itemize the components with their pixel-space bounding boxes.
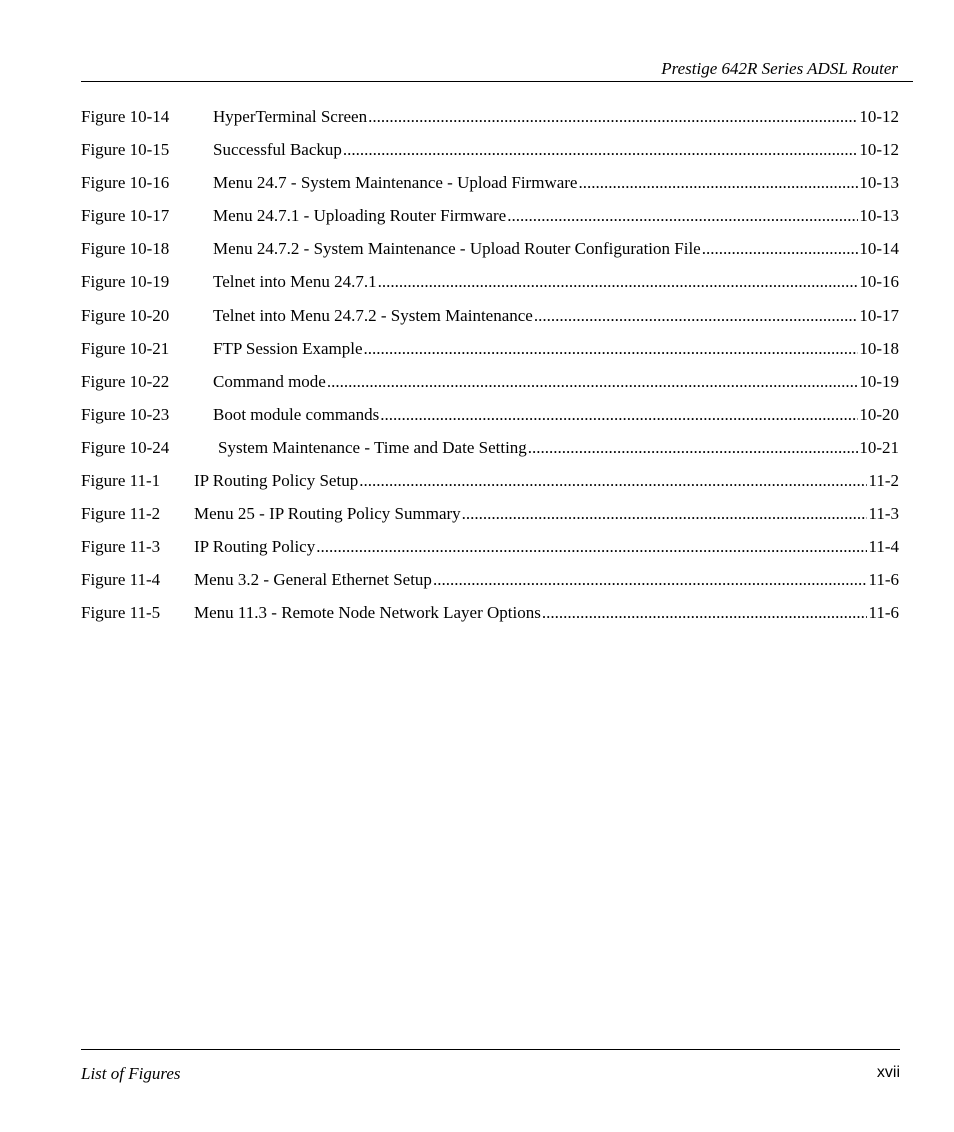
figure-title-line <box>213 106 899 128</box>
figure-title-line <box>213 305 899 327</box>
dot-leader <box>368 106 858 128</box>
dot-leader <box>378 271 859 293</box>
figure-page-number[interactable]: 10-12 <box>859 140 899 160</box>
figure-label: Figure 10-21 <box>81 338 170 358</box>
figure-title-line <box>213 238 899 260</box>
figure-page-number[interactable]: 10-20 <box>859 404 899 424</box>
figure-title[interactable]: System Maintenance - Time and Date Setting <box>218 437 527 457</box>
figure-label: Figure 10-16 <box>81 173 170 193</box>
toc-entry[interactable] <box>81 205 899 238</box>
figure-page-number[interactable]: 10-19 <box>859 371 899 391</box>
dot-leader <box>578 172 858 194</box>
figure-page-number[interactable]: 11-3 <box>868 504 899 524</box>
footer-divider <box>81 1049 900 1050</box>
figure-page-number[interactable]: 10-16 <box>859 272 899 292</box>
dot-leader <box>433 569 868 591</box>
page-header-title: Prestige 642R Series ADSL Router <box>661 59 898 78</box>
figure-label: Figure 10-14 <box>81 107 170 126</box>
figure-title[interactable]: Telnet into Menu 24.7.2 - System Maintenance <box>213 305 533 325</box>
figure-title-line <box>218 437 899 459</box>
figure-label: Figure 10-23 <box>81 404 170 424</box>
figure-title-line <box>194 470 899 492</box>
header-divider <box>81 81 913 82</box>
toc-entry[interactable] <box>81 172 899 205</box>
figure-page-number[interactable]: 10-18 <box>859 338 899 358</box>
figure-label: Figure 10-24 <box>81 437 170 457</box>
figure-title-line <box>213 271 899 293</box>
figure-page-number[interactable]: 11-2 <box>868 471 899 491</box>
dot-leader <box>702 238 859 260</box>
figure-page-number[interactable]: 10-13 <box>859 206 899 226</box>
figure-title-line <box>213 371 899 393</box>
figure-title-line <box>194 569 899 591</box>
figure-title[interactable]: HyperTerminal Screen <box>213 107 368 126</box>
figure-title-line <box>194 536 899 558</box>
dot-leader <box>380 404 858 426</box>
toc-entry[interactable] <box>81 503 899 536</box>
figure-title[interactable]: Menu 24.7.2 - System Maintenance - Upload Router Configuration File <box>213 239 701 259</box>
figure-title[interactable]: Command mode <box>213 371 326 391</box>
figure-title[interactable]: Menu 24.7 - System Maintenance - Upload Firmware <box>213 173 578 193</box>
toc-entry[interactable] <box>81 404 899 437</box>
dot-leader <box>364 338 859 360</box>
figure-title[interactable]: IP Routing Policy Setup <box>194 471 359 491</box>
figure-title-line <box>213 205 899 227</box>
toc-entry[interactable] <box>81 338 899 371</box>
dot-leader <box>343 139 858 161</box>
list-of-figures <box>81 106 899 636</box>
figure-page-number[interactable]: 10-13 <box>859 173 899 193</box>
toc-entry[interactable] <box>81 271 899 304</box>
figure-label: Figure 10-18 <box>81 239 170 259</box>
toc-entry[interactable] <box>81 602 899 635</box>
toc-entry[interactable] <box>81 569 899 602</box>
toc-entry[interactable] <box>81 305 899 338</box>
figure-title[interactable]: Menu 25 - IP Routing Policy Summary <box>194 504 461 524</box>
figure-title[interactable]: Menu 3.2 - General Ethernet Setup <box>194 570 432 590</box>
figure-page-number[interactable]: 11-4 <box>868 537 899 557</box>
figure-page-number[interactable]: 10-21 <box>859 437 899 457</box>
figure-label: Figure 11-5 <box>81 603 161 623</box>
figure-title[interactable]: FTP Session Example <box>213 338 363 358</box>
figure-label: Figure 10-17 <box>81 206 170 226</box>
figure-title[interactable]: Successful Backup <box>213 140 342 160</box>
figure-page-number[interactable]: 11-6 <box>868 570 899 590</box>
figure-label: Figure 11-3 <box>81 537 161 557</box>
dot-leader <box>316 536 867 558</box>
figure-label: Figure 11-1 <box>81 471 161 491</box>
footer-page-number: xvii <box>876 1064 900 1081</box>
toc-entry[interactable] <box>81 371 899 404</box>
toc-entry[interactable] <box>81 437 899 470</box>
figure-title[interactable]: Boot module commands <box>213 404 380 424</box>
figure-title[interactable]: IP Routing Policy <box>194 537 316 557</box>
toc-entry[interactable] <box>81 470 899 503</box>
dot-leader <box>534 305 858 327</box>
dot-leader <box>528 437 859 459</box>
figure-label: Figure 10-20 <box>81 305 170 325</box>
figure-label: Figure 10-15 <box>81 140 170 160</box>
figure-title-line <box>194 602 899 624</box>
figure-title-line <box>213 172 899 194</box>
figure-title[interactable]: Telnet into Menu 24.7.1 <box>213 272 377 292</box>
toc-entry[interactable] <box>81 106 899 139</box>
dot-leader <box>327 371 858 393</box>
figure-page-number[interactable]: 10-17 <box>859 305 899 325</box>
figure-page-number[interactable]: 10-14 <box>859 239 899 259</box>
figure-title-line <box>213 139 899 161</box>
dot-leader <box>507 205 858 227</box>
dot-leader <box>359 470 867 492</box>
toc-entry[interactable] <box>81 536 899 569</box>
figure-page-number[interactable]: 11-6 <box>868 603 899 623</box>
figure-label: Figure 10-19 <box>81 272 170 292</box>
figure-label: Figure 11-4 <box>81 570 161 590</box>
figure-title-line <box>213 338 899 360</box>
figure-page-number[interactable]: 10-12 <box>859 107 899 126</box>
dot-leader <box>462 503 868 525</box>
figure-title-line <box>213 404 899 426</box>
figure-title[interactable]: Menu 24.7.1 - Uploading Router Firmware <box>213 206 507 226</box>
figure-title-line <box>194 503 899 525</box>
toc-entry[interactable] <box>81 139 899 172</box>
figure-title[interactable]: Menu 11.3 - Remote Node Network Layer Options <box>194 603 541 623</box>
dot-leader <box>542 602 868 624</box>
toc-entry[interactable] <box>81 238 899 271</box>
figure-label: Figure 11-2 <box>81 504 161 524</box>
footer-section-title: List of Figures <box>81 1064 181 1083</box>
figure-label: Figure 10-22 <box>81 371 170 391</box>
